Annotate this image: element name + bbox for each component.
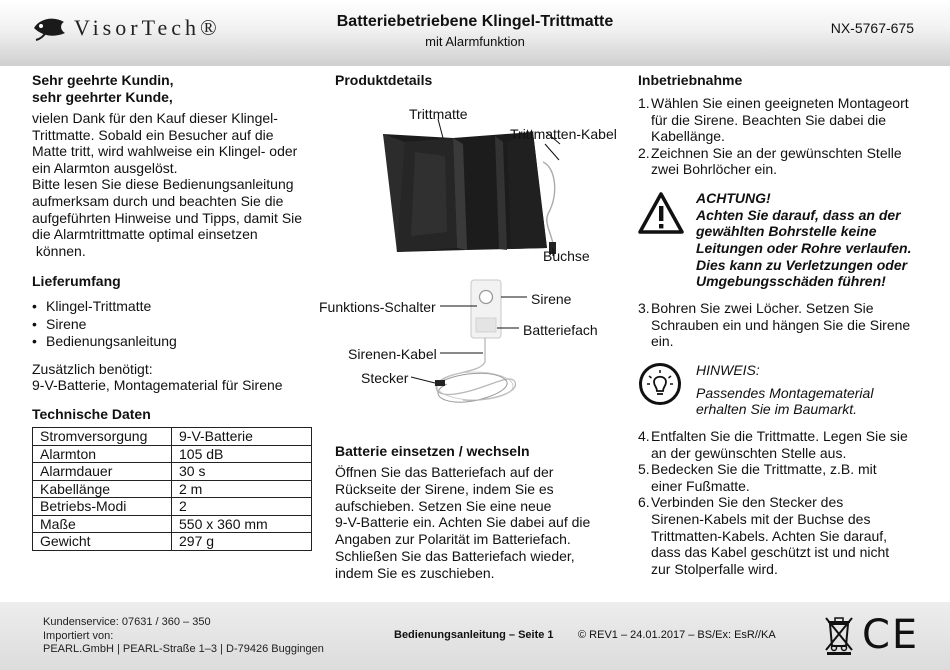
fish-logo-icon (32, 14, 68, 42)
customer-service: Kundenservice: 07631 / 360 – 350 (43, 616, 211, 628)
table-row (33, 498, 312, 516)
spec-key: Alarmdauer (33, 463, 172, 481)
spec-key: Stromversorgung (33, 428, 172, 446)
spec-value: 2 m (172, 480, 312, 498)
hint-text (696, 362, 873, 418)
lightbulb-hint-icon (638, 362, 682, 406)
intro-line: Matte tritt, wird wahlweise ein Klingel- oder (32, 143, 298, 160)
warning-icon-holder (638, 190, 696, 290)
label-siren: Sirene (531, 291, 572, 307)
intro-line: können. (32, 242, 86, 259)
list-item (638, 494, 928, 577)
hint-box (638, 362, 928, 418)
battery-paragraph (335, 464, 625, 582)
additional-label: Zusätzlich benötigt: (32, 360, 153, 377)
list-item (638, 300, 928, 350)
battery-line: aufschieben. Setzen Sie eine neue (335, 497, 552, 514)
intro-line: vielen Dank für den Kauf dieser Klingel- (32, 110, 278, 126)
step-text: Wählen Sie einen geeigneten Montageort für die Sirene. Beachten Sie dabei die Kabellänge. (651, 95, 909, 145)
product-details-heading: Produktdetails (335, 72, 433, 88)
tech-data-heading: Technische Daten (32, 406, 151, 423)
scope-list (32, 298, 317, 351)
spec-key: Kabellänge (33, 480, 172, 498)
intro-line: ein Alarmton ausgelöst. (32, 159, 178, 176)
weee-bin-icon (824, 614, 854, 656)
intro-line: die Alarmtrittmatte optimal einsetzen (32, 226, 258, 243)
intro-line: aufgeführten Hinweise und Tipps, damit Sie (32, 209, 303, 226)
step-number: 5. (638, 461, 650, 478)
step-text: Verbinden Sie den Stecker des Sirenen-Kabels mit der Buchse des Trittmatten-Kabels. Achten Sie darauf, dass das Kabel geschützt ist und nicht zur Stolperfalle wird. (651, 494, 890, 577)
warning-line: Umgebungsschäden führen! (696, 273, 886, 290)
battery-line: Angaben zur Polarität im Batteriefach. (335, 531, 571, 548)
spec-value: 30 s (172, 463, 312, 481)
list-item: • Klingel-Trittmatte (32, 298, 317, 316)
step-number: 2. (638, 144, 650, 161)
steps-list-c (638, 428, 928, 577)
steps-list-a (638, 95, 928, 178)
column-product-details (319, 72, 625, 592)
step-text: Entfalten Sie die Trittmatte. Legen Sie sie an der gewünschten Stelle aus. (651, 428, 908, 461)
battery-line: Öffnen Sie das Batteriefach auf der (335, 464, 554, 480)
warning-line: Dies kann zu Verletzungen oder (696, 256, 908, 273)
spec-value: 9-V-Batterie (172, 428, 312, 446)
battery-heading: Batterie einsetzen / wechseln (335, 443, 530, 459)
warning-triangle-icon (638, 192, 684, 234)
brand-name: VisorTech® (74, 15, 221, 40)
battery-line: 9-V-Batterie ein. Achten Sie dabei auf die (335, 514, 591, 531)
step-text: Zeichnen Sie an der gewünschten Stelle zwei Bohrlöcher ein. (651, 144, 902, 178)
intro-line: aufmerksam durch und beachten Sie die (32, 192, 284, 209)
list-item (638, 95, 928, 145)
greeting-line-1: Sehr geehrte Kundin, (32, 72, 174, 88)
scope-heading: Lieferumfang (32, 273, 121, 290)
hint-title: HINWEIS: (696, 361, 760, 378)
list-item: • Sirene (32, 316, 317, 334)
intro-paragraph (32, 110, 317, 259)
hint-line: erhalten Sie im Baumarkt. (696, 401, 858, 418)
table-row (33, 463, 312, 481)
intro-line: Trittmatte. Sobald ein Besucher auf die (32, 126, 274, 143)
warning-title: ACHTUNG! (696, 189, 771, 206)
hint-line: Passendes Montagematerial (696, 384, 874, 401)
label-battery-compartment: Batteriefach (523, 322, 598, 338)
label-socket: Buchse (543, 248, 590, 264)
product-figure (319, 72, 625, 432)
spec-key: Betriebs-Modi (33, 498, 172, 516)
battery-line: indem Sie es zuschieben. (335, 564, 495, 581)
warning-text (696, 190, 911, 290)
additional-requirements (32, 361, 317, 394)
warning-line: Leitungen oder Rohre verlaufen. (696, 240, 912, 257)
warning-line: Achten Sie darauf, dass an der (696, 206, 901, 223)
greeting-line-2: sehr geehrter Kunde, (32, 89, 173, 105)
list-item (638, 428, 928, 461)
steps-list-b (638, 300, 928, 350)
compliance-symbols (824, 614, 919, 656)
spec-key: Alarmton (33, 445, 172, 463)
spec-value: 2 (172, 498, 312, 516)
page-header (0, 0, 950, 66)
table-row (33, 533, 312, 551)
spec-value: 550 x 360 mm (172, 515, 312, 533)
warning-line: gewählten Bohrstelle keine (696, 223, 877, 240)
footer-contact (43, 616, 324, 657)
step-number: 3. (638, 300, 650, 317)
label-function-switch: Funktions-Schalter (319, 299, 436, 315)
column-setup (638, 72, 928, 577)
step-number: 6. (638, 494, 650, 511)
spec-value: 105 dB (172, 445, 312, 463)
label-mat-cable: Trittmatten-Kabel (510, 126, 617, 142)
step-number: 4. (638, 428, 650, 445)
list-item: • Bedienungsanleitung (32, 333, 317, 351)
specs-table (32, 427, 312, 551)
document-title: Batteriebetriebene Klingel-Trittmatte (336, 13, 614, 30)
step-text: Bohren Sie zwei Löcher. Setzen Sie Schrauben ein und hängen Sie die Sirene ein. (651, 300, 911, 350)
battery-line: Rückseite der Sirene, indem Sie es (335, 480, 554, 497)
table-row (33, 515, 312, 533)
setup-heading: Inbetriebnahme (638, 72, 743, 88)
intro-line: Bitte lesen Sie diese Bedienungsanleitung (32, 176, 294, 193)
document-subtitle: mit Alarmfunktion (425, 34, 525, 49)
label-plug: Stecker (361, 370, 409, 386)
imported-by-label: Importiert von: (43, 629, 114, 642)
importer-address: PEARL.GmbH | PEARL-Straße 1–3 | D-79426 Buggingen (43, 643, 324, 655)
warning-box (638, 190, 928, 290)
ce-mark-icon: CE (862, 612, 920, 658)
step-text: Bedecken Sie die Trittmatte, z.B. mit einer Fußmatte. (651, 461, 877, 494)
battery-section (335, 443, 625, 582)
list-item (638, 145, 928, 178)
spec-key: Maße (33, 515, 172, 533)
manual-page-label: Bedienungsanleitung – Seite 1 (394, 629, 554, 641)
battery-line: Schließen Sie das Batteriefach wieder, (335, 547, 575, 564)
spec-value: 297 g (172, 533, 312, 551)
additional-text: 9-V-Batterie, Montagematerial für Sirene (32, 377, 283, 394)
hint-icon-holder (638, 362, 696, 418)
column-introduction (32, 72, 317, 551)
brand-logo (32, 14, 221, 42)
table-row (33, 445, 312, 463)
page-footer (0, 602, 950, 670)
table-row (33, 428, 312, 446)
label-siren-cable: Sirenen-Kabel (348, 346, 437, 362)
revision-label: © REV1 – 24.01.2017 – BS/Ex: EsR//KA (578, 629, 776, 641)
step-number: 1. (638, 95, 650, 111)
table-row (33, 480, 312, 498)
spec-key: Gewicht (33, 533, 172, 551)
list-item (638, 461, 928, 494)
label-mat: Trittmatte (409, 106, 468, 122)
article-number: NX-5767-675 (830, 20, 914, 36)
